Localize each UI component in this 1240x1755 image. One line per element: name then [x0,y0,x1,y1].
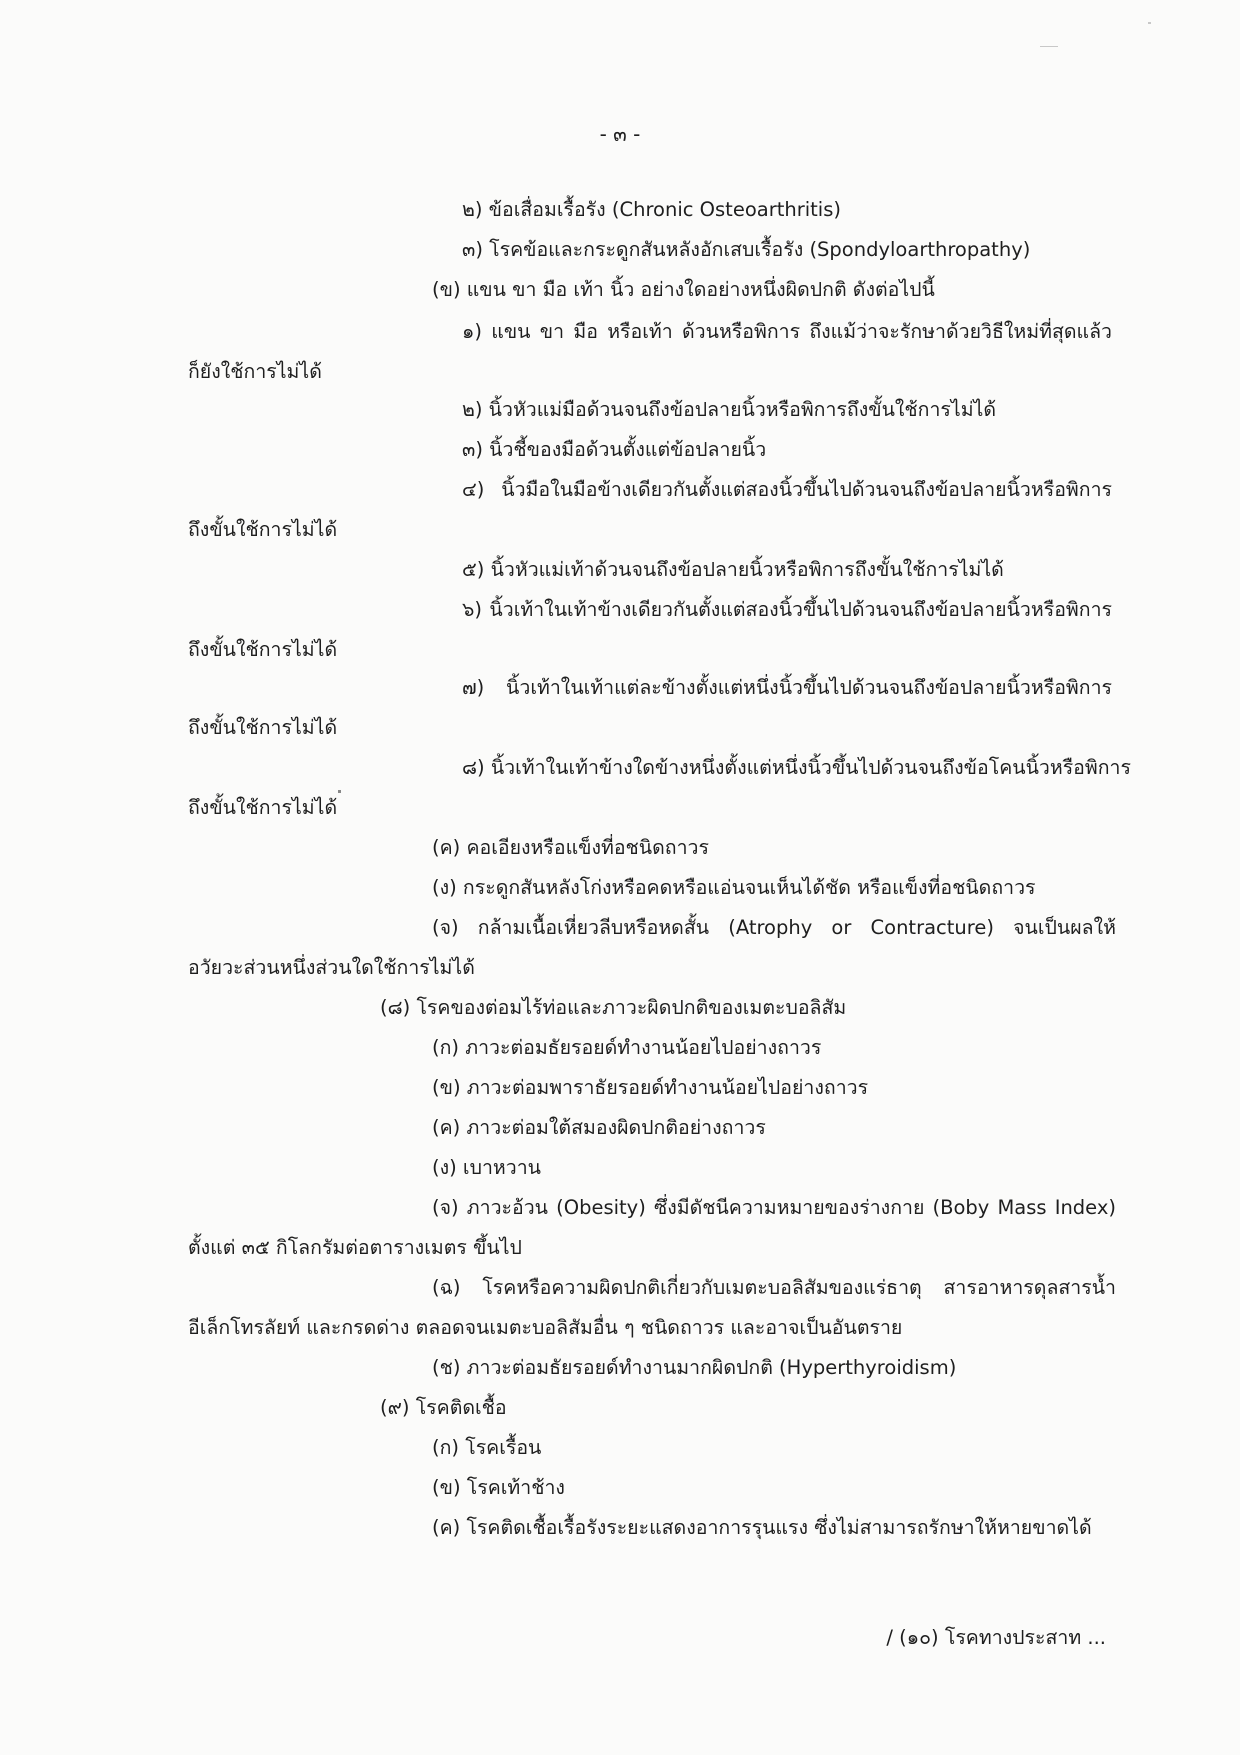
continuation-line: ถึงขั้นใช้การไม่ได้ [188,518,338,541]
continuation-marker: / (๑๐) โรคทางประสาท ... [886,1626,1106,1649]
item-toes-two-or-more: ๖) นิ้วเท้าในเท้าข้างเดียวกันตั้งแต่สองนิ้วขึ้นไปด้วนจนถึงข้อปลายนิ้วหรือพิการ [462,598,1112,621]
continuation-line: ก็ยังใช้การไม่ได้ [188,360,322,383]
continuation-line: ถึงขั้นใช้การไม่ได้ [188,638,338,661]
continuation-line: อวัยวะส่วนหนึ่งส่วนใดใช้การไม่ได้ [188,956,475,979]
item-big-toe: ๕) นิ้วหัวแม่เท้าด้วนจนถึงข้อปลายนิ้วหรือพิการถึงขั้นใช้การไม่ได้ [462,558,1004,581]
scan-speck [1040,46,1058,47]
item-chronic-infection: (ค) โรคติดเชื้อเรื้อรังระยะแสดงอาการรุนแรง ซึ่งไม่สามารถรักษาให้หายขาดได้ [432,1516,1092,1539]
page-number: - ๓ - [599,122,641,146]
item-mineral-metabolism: (ฉ) โรคหรือความผิดปกติเกี่ยวกับเมตะบอลิสัมของแร่ธาตุ สารอาหารดุลสารน้ำ [432,1276,1116,1299]
item-hypoparathyroidism: (ข) ภาวะต่อมพาราธัยรอยด์ทำงานน้อยไปอย่างถาวร [432,1076,869,1099]
item-spondyloarthropathy: ๓) โรคข้อและกระดูกสันหลังอักเสบเรื้อรัง (Spondyloarthropathy) [462,238,1031,261]
item-thumb: ๒) นิ้วหัวแม่มือด้วนจนถึงข้อปลายนิ้วหรือพิการถึงขั้นใช้การไม่ได้ [462,398,997,421]
continuation-line: ถึงขั้นใช้การไม่ได้ [188,796,338,819]
item-leprosy: (ก) โรคเรื้อน [432,1436,542,1459]
item-toes-one-foot: ๘) นิ้วเท้าในเท้าข้างใดข้างหนึ่งตั้งแต่หนึ่งนิ้วขึ้นไปด้วนจนถึงข้อโคนนิ้วหรือพิการ [462,756,1131,779]
item-hypothyroidism: (ก) ภาวะต่อมธัยรอยด์ทำงานน้อยไปอย่างถาวร [432,1036,822,1059]
group-infectious-disease: (๙) โรคติดเชื้อ [380,1396,507,1419]
item-index-finger: ๓) นิ้วชี้ของมือด้วนตั้งแต่ข้อปลายนิ้ว [462,438,767,461]
item-limb-amputated: ๑) แขน ขา มือ หรือเท้า ด้วนหรือพิการ ถึงแม้ว่าจะรักษาด้วยวิธีใหม่ที่สุดแล้ว [462,320,1112,343]
item-neck-stiff: (ค) คอเอียงหรือแข็งที่อชนิดถาวร [432,836,709,859]
group-endocrine-metabolic: (๘) โรคของต่อมไร้ท่อและภาวะผิดปกติของเมตะบอลิสัม [380,996,847,1019]
scan-speck [338,790,341,793]
item-toes-each-foot: ๗) นิ้วเท้าในเท้าแต่ละข้างตั้งแต่หนึ่งนิ้วขึ้นไปด้วนจนถึงข้อปลายนิ้วหรือพิการ [462,676,1112,699]
item-pituitary: (ค) ภาวะต่อมใต้สมองผิดปกติอย่างถาวร [432,1116,766,1139]
item-atrophy-contracture: (จ) กล้ามเนื้อเหี่ยวลีบหรือหดสั้น (Atrophy or Contracture) จนเป็นผลให้ [432,916,1116,939]
scan-speck [1148,22,1151,24]
continuation-line: ถึงขั้นใช้การไม่ได้ [188,716,338,739]
continuation-line: อีเล็กโทรลัยท์ และกรดด่าง ตลอดจนเมตะบอลิสัมอื่น ๆ ชนิดถาวร และอาจเป็นอันตราย [188,1316,903,1339]
item-hyperthyroidism: (ช) ภาวะต่อมธัยรอยด์ทำงานมากผิดปกติ (Hyperthyroidism) [432,1356,957,1379]
item-diabetes: (ง) เบาหวาน [432,1156,542,1179]
item-spine-curved: (ง) กระดูกสันหลังโก่งหรือคดหรือแอ่นจนเห็นได้ชัด หรือแข็งที่อชนิดถาวร [432,876,1036,899]
item-obesity: (จ) ภาวะอ้วน (Obesity) ซึ่งมีดัชนีความหมายของร่างกาย (Boby Mass Index) [432,1196,1116,1219]
item-limb-abnormality-heading: (ข) แขน ขา มือ เท้า นิ้ว อย่างใดอย่างหนึ่งผิดปกติ ดังต่อไปนี้ [432,278,935,301]
continuation-line: ตั้งแต่ ๓๕ กิโลกรัมต่อตารางเมตร ขึ้นไป [188,1236,522,1259]
item-chronic-osteoarthritis: ๒) ข้อเสื่อมเรื้อรัง (Chronic Osteoarthritis) [462,198,841,221]
item-elephantiasis: (ข) โรคเท้าช้าง [432,1476,565,1499]
item-fingers-two-or-more: ๔) นิ้วมือในมือข้างเดียวกันตั้งแต่สองนิ้วขึ้นไปด้วนจนถึงข้อปลายนิ้วหรือพิการ [462,478,1112,501]
